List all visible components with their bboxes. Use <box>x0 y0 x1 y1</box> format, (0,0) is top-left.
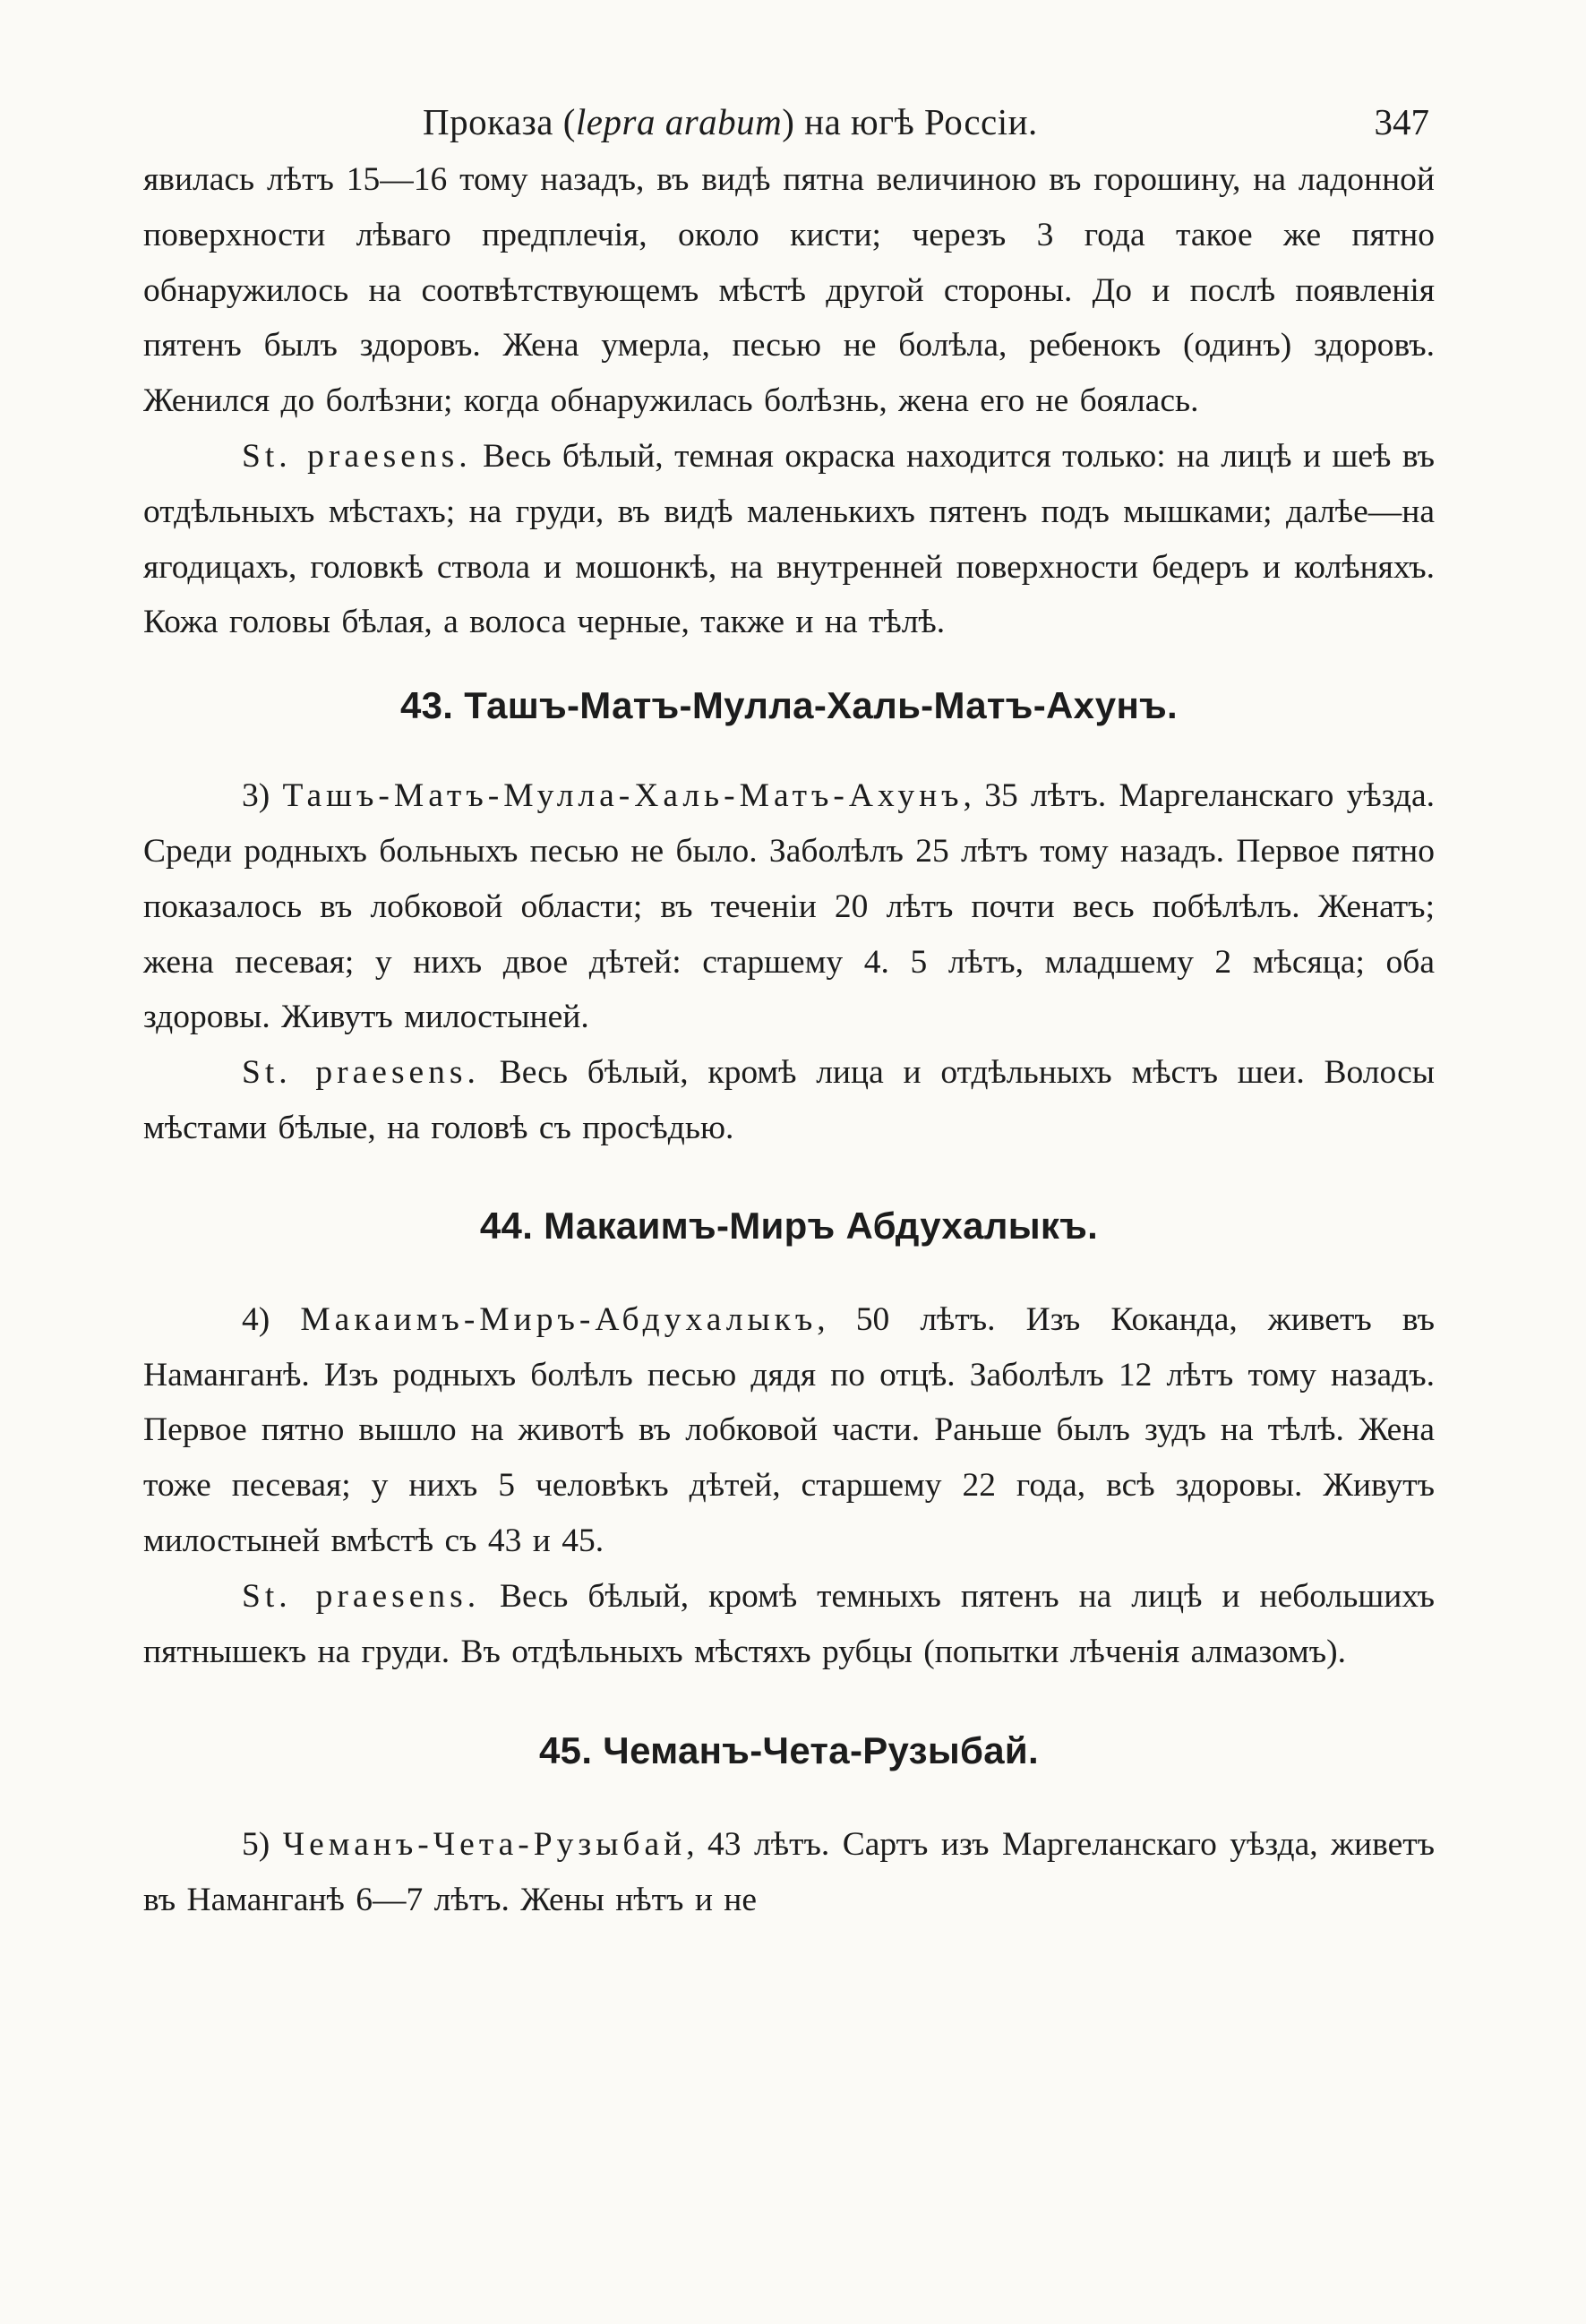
section-heading: 43. Ташъ-Матъ-Мулла-Халь-Матъ-Ахунъ. <box>399 684 1179 727</box>
case-number: 5) <box>242 1826 283 1864</box>
status-label: St. praesens. <box>242 1054 480 1092</box>
page-number: 347 <box>1374 101 1429 142</box>
running-title-latin: lepra arabum <box>575 101 783 142</box>
running-title-post: ) на югѣ Россіи. <box>782 101 1038 142</box>
section-heading: 45. Чеманъ-Чета-Рузыбай. <box>539 1729 1039 1772</box>
running-title <box>423 100 1038 143</box>
patient-name: Ташъ-Матъ-Мулла-Халь-Матъ-Ахунъ <box>282 777 964 815</box>
paragraph <box>143 1569 1435 1680</box>
status-label: St. praesens. <box>242 1577 481 1615</box>
paragraph <box>143 1045 1435 1156</box>
paragraph <box>143 768 1435 1045</box>
case-number: 4) <box>242 1300 301 1338</box>
running-title-pre: Проказа ( <box>423 101 576 142</box>
paragraph-text: Весь бѣлый, кромѣ темныхъ пятенъ на лицѣ и небольшихъ пятнышекъ на груди. Въ отдѣльныхъ мѣстяхъ рубцы (попытки лѣченія алмазомъ). <box>143 1577 1435 1670</box>
paragraph-text: Весь бѣлый, темная окраска находится только: на лицѣ и шеѣ въ отдѣльныхъ мѣстахъ; на груди, въ видѣ маленькихъ пятенъ подъ мышками; далѣе—на ягодицахъ, головкѣ ствола и мошонкѣ, на внутренней поверхности бедеръ и колѣняхъ. Кожа головы бѣлая, а волоса черные, также и на тѣлѣ. <box>143 437 1435 641</box>
patient-name: Макаимъ-Миръ-Абдухалыкъ <box>300 1300 818 1338</box>
paragraph <box>143 1817 1435 1928</box>
paragraph-text: Весь бѣлый, кромѣ лица и отдѣльныхъ мѣстъ шеи. Волосы мѣстами бѣлые, на головѣ съ просѣдью. <box>143 1054 1435 1146</box>
status-label: St. praesens. <box>242 437 472 475</box>
paragraph: явилась лѣтъ 15—16 тому назадъ, въ видѣ пятна величиною въ горошину, на ладонной поверхности лѣваго предплечія, около кисти; черезъ 3 года такое же пятно обнаружилось на соотвѣтствующемъ мѣстѣ другой стороны. До и послѣ появленія пятенъ былъ здоровъ. Жена умерла, песью не болѣла, ребенокъ (одинъ) здоровъ. Женился до болѣзни; когда обнаружилась болѣзнь, жена его не боялась. <box>143 161 1435 420</box>
paragraph <box>143 429 1435 650</box>
paragraph-text: , 43 лѣтъ. Сартъ изъ Маргеланскаго уѣзда, живетъ въ Наманганѣ 6—7 лѣтъ. Жены нѣтъ и не <box>143 1826 1435 1919</box>
paragraph <box>143 1292 1435 1569</box>
paragraph-text: , 35 лѣтъ. Маргеланскаго уѣзда. Среди родныхъ больныхъ песью не было. Заболѣлъ 25 лѣтъ тому назадъ. Первое пятно показалось въ лобковой области; въ теченіи 20 лѣтъ почти весь побѣлѣлъ. Женатъ; жена песевая; у нихъ двое дѣтей: старшему 4. 5 лѣтъ, младшему 2 мѣсяца; оба здоровы. Живутъ милостыней. <box>143 777 1435 1036</box>
paragraph-text: , 50 лѣтъ. Изъ Коканда, живетъ въ Наманганѣ. Изъ родныхъ болѣлъ песью дядя по отцѣ. Заболѣлъ 12 лѣтъ тому назадъ. Первое пятно вышло на животѣ въ лобковой части. Раньше былъ зудъ на тѣлѣ. Жена тоже песевая; у нихъ 5 человѣкъ дѣтей, старшему 22 года, всѣ здоровы. Живутъ милостыней вмѣстѣ съ 43 и 45. <box>143 1300 1435 1559</box>
case-number: 3) <box>242 777 283 815</box>
document-page <box>143 90 1435 1928</box>
running-header <box>143 90 1435 152</box>
section-heading: 44. Макаимъ-Миръ Абдухалыкъ. <box>479 1204 1099 1247</box>
patient-name: Чеманъ-Чета-Рузыбай <box>282 1826 687 1864</box>
body-text <box>143 152 1435 1928</box>
